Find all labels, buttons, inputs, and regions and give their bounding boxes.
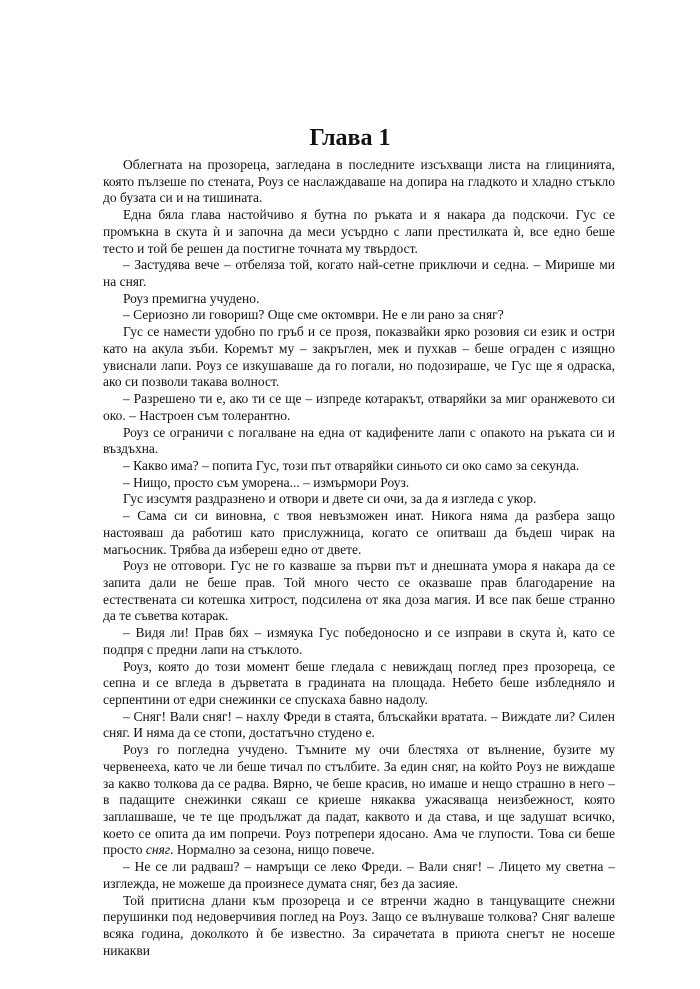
paragraph: Роуз се ограничи с погалване на една от кадифените лапи с опакото на ръката си и въздъхна. bbox=[103, 424, 615, 457]
paragraph: – Сериозно ли говориш? Още сме октомври. Не е ли рано за сняг? bbox=[123, 307, 504, 323]
paragraph: – Какво има? – попита Гус, този път отваряйки синьото си око само за секунда. bbox=[123, 457, 580, 473]
paragraph: – Видя ли! Прав бях – измяука Гус победоносно и се изправи в скута ѝ, като се подпря с предни лапи на стъклото. bbox=[103, 625, 615, 657]
paragraph bbox=[103, 742, 615, 859]
paragraph: Роуз не отговори. Гус не го казваше за първи път и днешната умора я накара да се запита дали не беше прав. Той много често се оказваше прав благодарение на естествената си котешка хитрост, подсилена от яка доза магия. И все пак беше странно да те съветва котарак. bbox=[103, 558, 615, 624]
paragraph: – Не се ли радваш? – намръщи се леко Фреди. – Вали сняг! – Лицето му светна – изглежда, не можеше да произнесе думата сняг, без да засияе. bbox=[103, 859, 615, 891]
paragraph: Роуз премигна учудено. bbox=[123, 290, 260, 306]
paragraph: Роуз, която до този момент беше гледала с невиждащ поглед през прозореца, се сепна и се вгледа в дърветата в градината на площада. Небето беше избледняло и серпентини от едри снежинки се спускаха бавно надолу. bbox=[103, 658, 615, 707]
paragraph: – Сама си си виновна, с твоя невъзможен инат. Никога няма да разбера защо настояваш да работиш като прислужница, когато се опитваш да бъдеш чирак на магьосник. Трябва да избереш едно от двете. bbox=[103, 508, 615, 557]
paragraph: – Нищо, просто съм уморена... – измърмори Роуз. bbox=[123, 474, 410, 490]
italic-emphasis: сняг bbox=[145, 842, 171, 858]
paragraph: – Сняг! Вали сняг! – нахлу Фреди в стаята, блъскайки вратата. – Виждате ли? Силен сняг. И няма да се стопи, достатъчно студено е. bbox=[103, 708, 615, 741]
chapter-body bbox=[103, 157, 615, 960]
paragraph: Една бяла глава настойчиво я бутна по ръката и я накара да подскочи. Гус се промъкна в скута ѝ и започна да меси усърдно с лапи престилката ѝ, все едно беше тесто и той бе решен да постигне точната му твърдост. bbox=[103, 207, 615, 256]
paragraph-text: Роуз го погледна учудено. Тъмните му очи блестяха от вълнение, бузите му червенееха, като че ли беше тичал по стълбите. За един сняг, на който Роуз не виждаше за какво толкова да се радва. Вярно, че беше красив, но имаше и нещо страшно в него – в падащите снежинки сякаш се криеше някаква ужасяваща неизбежност, която заплашваше, че те ще продължат да падат, каквото и да става, и ще задушат всичко, което се опита да им попречи. Роуз потрепери ядосано. Ама че глупости. Това си беше просто bbox=[103, 742, 615, 858]
chapter-title: Глава 1 bbox=[309, 125, 391, 151]
paragraph: – Застудява вече – отбеляза той, когато най-сетне приключи и седна. – Мирише ми на сняг. bbox=[103, 257, 615, 290]
paragraph: Той притисна длани към прозореца и се втренчи жадно в танцуващите снежни перушинки под недоверчивия поглед на Роуз. Защо се вълнуваше толкова? Сняг валеше всяка година, доколкото ѝ бе известно. За сирачетата в приюта снегът не носеше никакви bbox=[103, 892, 615, 958]
paragraph: Гус изсумтя раздразнено и отвори и двете си очи, за да я изгледа с укор. bbox=[123, 491, 537, 507]
paragraph-text: . Нормално за сезона, нищо повече. bbox=[170, 842, 375, 858]
paragraph: – Разрешено ти е, ако ти се ще – изпреде котаракът, отваряйки за миг оранжевото си око. – Настроен съм толерантно. bbox=[103, 391, 615, 423]
paragraph: Облегната на прозореца, загледана в последните изсъхващи листа на глицинията, която пълзеше по стената, Роуз се наслаждаваше на допира на гладкото и хладно стъкло до бузата си и на тишината. bbox=[103, 157, 615, 206]
paragraph: Гус се намести удобно по гръб и се прозя, показвайки ярко розовия си език и остри като на акула зъби. Коремът му – закръглен, мек и пухкав – беше ограден с изящно увиснали лапи. Роуз се изкушаваше да го погали, но подозираше, че Гус ще я одраска, ако си позволи такава волност. bbox=[103, 324, 615, 390]
